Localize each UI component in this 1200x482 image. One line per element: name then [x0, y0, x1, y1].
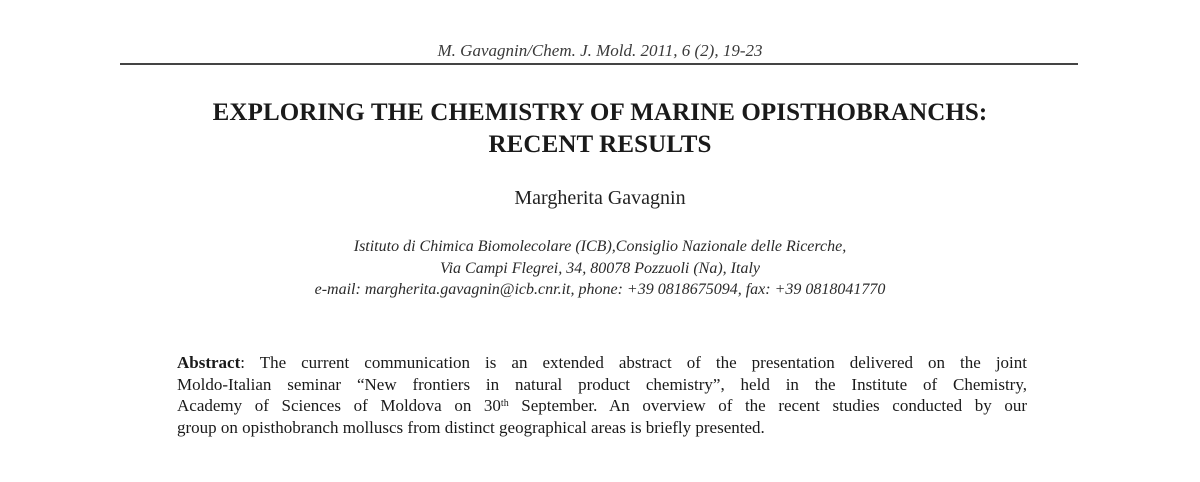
- author-name: Margherita Gavagnin: [514, 187, 686, 209]
- abstract-line-4: group on opisthobranch molluscs from distinct geographical areas is briefly presented.: [177, 417, 765, 437]
- paper-title: [0, 97, 1200, 161]
- header-rule: [120, 63, 1078, 65]
- abstract-line-3: [177, 395, 1027, 417]
- abstract-line-3-post: September. An overview of the recent studies conducted by our: [508, 396, 1027, 415]
- abstract-line-2: Moldo-Italian seminar “New frontiers in natural product chemistry”, held in the Institute of Chemistry,: [177, 374, 1027, 394]
- affiliation-contact: e-mail: margherita.gavagnin@icb.cnr.it, phone: +39 0818675094, fax: +39 0818041770: [314, 281, 886, 298]
- paper-title-line-1: EXPLORING THE CHEMISTRY OF MARINE OPISTHOBRANCHS:: [212, 99, 988, 126]
- paper-title-line-2: RECENT RESULTS: [488, 131, 712, 158]
- author-affiliation: [0, 236, 1200, 301]
- affiliation-institute: Istituto di Chimica Biomolecolare (ICB),Consiglio Nazionale delle Ricerche,: [353, 238, 847, 255]
- abstract-line-1-text: : The current communication is an extended abstract of the presentation delivered on the joint: [240, 353, 1027, 372]
- abstract-paragraph: [177, 352, 1027, 438]
- abstract-line-3-pre: Academy of Sciences of Moldova on 30: [177, 396, 501, 415]
- abstract-label: Abstract: [177, 353, 241, 372]
- ordinal-superscript: th: [500, 398, 509, 409]
- affiliation-address: Via Campi Flegrei, 34, 80078 Pozzuoli (Na), Italy: [440, 259, 760, 277]
- journal-citation-header: M. Gavagnin/Chem. J. Mold. 2011, 6 (2), 19-23: [437, 41, 763, 60]
- abstract-line-1: [177, 352, 1027, 374]
